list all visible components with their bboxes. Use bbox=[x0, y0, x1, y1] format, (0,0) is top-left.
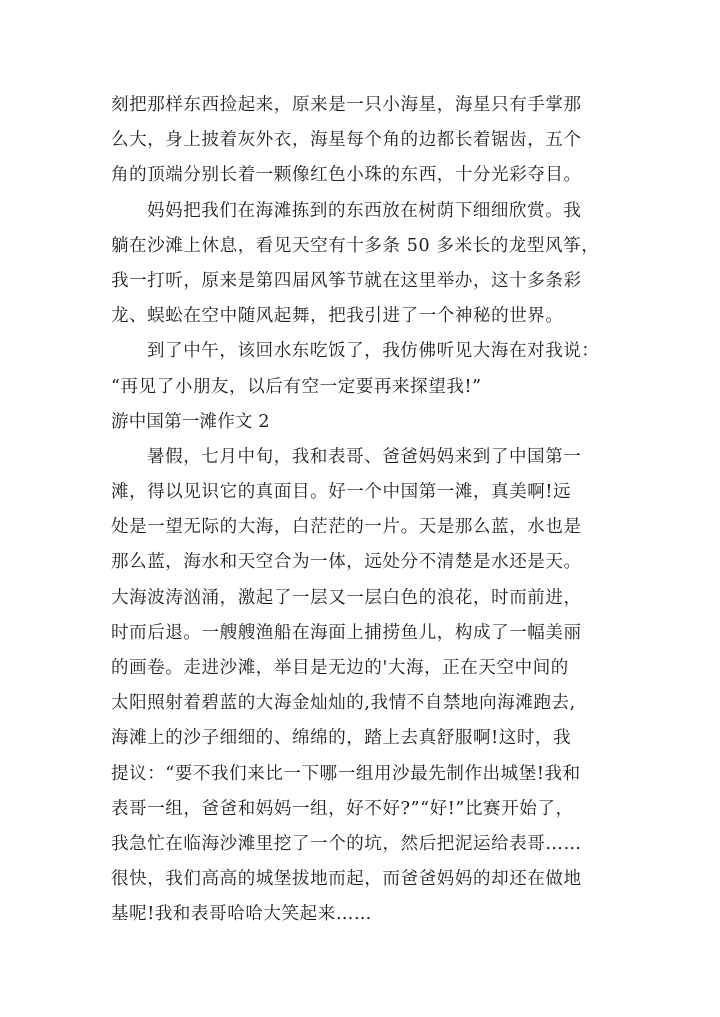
text-line: “再见了小朋友，以后有空一定要再来探望我!” bbox=[111, 376, 482, 397]
text-line: 很快，我们高高的城堡拔地而起，而爸爸妈妈的却还在做地 bbox=[111, 869, 582, 890]
text-line: 处是一望无际的大海，白茫茫的一片。天是那么蓝，水也是 bbox=[111, 517, 582, 538]
text-line: 我急忙在临海沙滩里挖了一个的坑，然后把泥运给表哥…… bbox=[111, 833, 582, 854]
text-line: 滩，得以见识它的真面目。好一个中国第一滩，真美啊!远 bbox=[111, 482, 572, 503]
text-line: 的画卷。走进沙滩，举目是无边的'大海，正在天空中间的 bbox=[111, 658, 569, 678]
text-line: 太阳照射着碧蓝的大海金灿灿的,我情不自禁地向海滩跑去, bbox=[111, 693, 576, 714]
text-line: 龙、蜈蚣在空中随风起舞，把我引进了一个神秘的世界。 bbox=[111, 306, 564, 327]
text-line: 海滩上的沙子细细的、绵绵的，踏上去真舒服啊!这时，我 bbox=[111, 728, 572, 749]
text-line: 提议：“要不我们来比一下哪一组用沙最先制作出城堡!我和 bbox=[111, 763, 581, 784]
text-line: 基呢!我和表哥哈哈大笑起来…… bbox=[111, 904, 373, 925]
text-line: 角的顶端分别长着一颗像红色小珠的东西，十分光彩夺目。 bbox=[111, 165, 582, 186]
paragraph-start-line: 暑假，七月中旬，我和表哥、爸爸妈妈来到了中国第一 bbox=[147, 446, 582, 467]
text-line: 我一打听，原来是第四届风筝节就在这里举办，这十多条彩 bbox=[111, 270, 582, 291]
text-line: 那么蓝，海水和天空合为一体，远处分不清楚是水还是天。 bbox=[111, 552, 582, 573]
text-line: 刻把那样东西捡起来，原来是一只小海星，海星只有手掌那 bbox=[111, 95, 582, 115]
text-line: 时而后退。一艘艘渔船在海面上捕捞鱼儿，构成了一幅美丽 bbox=[111, 622, 582, 643]
paragraph-start-line: 到了中午，该回水东吃饭了，我仿佛听见大海在对我说： bbox=[147, 341, 600, 362]
text-line: 躺在沙滩上休息，看见天空有十多条 50 多米长的龙型风筝， bbox=[111, 235, 600, 256]
essay-body bbox=[111, 88, 621, 933]
text-line: 大海波涛汹涌，激起了一层又一层白色的浪花，时而前进， bbox=[111, 587, 582, 608]
text-line: 表哥一组，爸爸和妈妈一组，好不好?”“好!”比赛开始了， bbox=[111, 798, 574, 819]
paragraph-start-line: 妈妈把我们在海滩拣到的东西放在树荫下细细欣赏。我 bbox=[147, 200, 582, 221]
essay-title: 游中国第一滩作文 2 bbox=[111, 411, 270, 432]
text-line: 么大，身上披着灰外衣，海星每个角的边都长着锯齿，五个 bbox=[111, 130, 582, 151]
